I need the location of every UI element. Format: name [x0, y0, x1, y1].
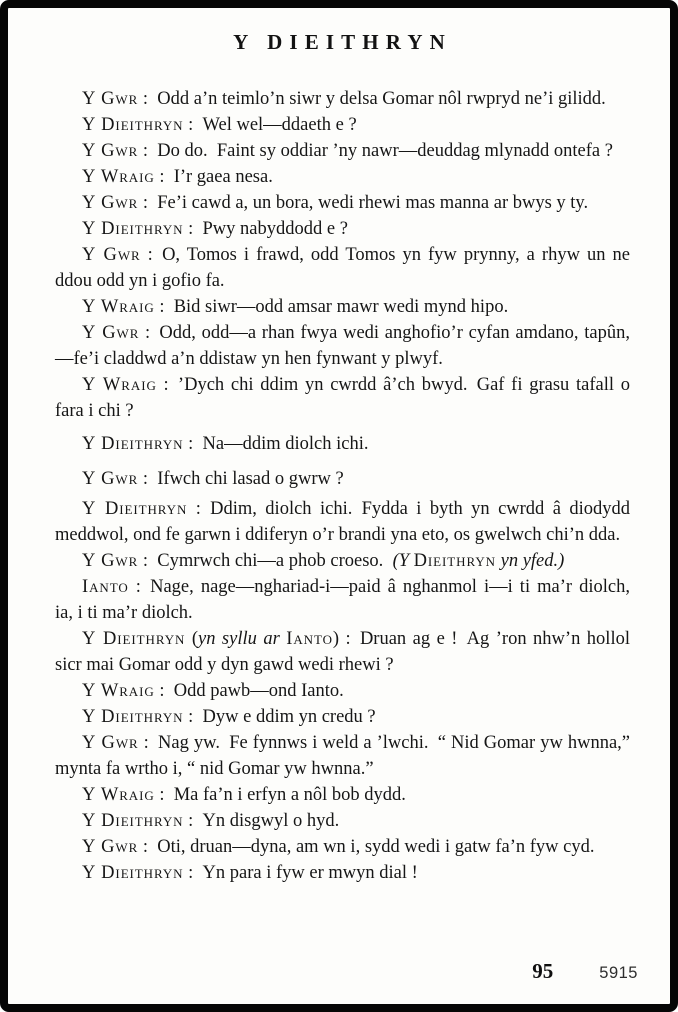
speaker-name: Y Gwr — [82, 733, 139, 753]
dialogue-text: : Dyw e ddim yn credu ? — [183, 707, 376, 727]
dialogue-paragraph — [55, 834, 630, 860]
speaker-name: Y Dieithryn — [82, 863, 184, 883]
dialogue-text: : Yn para i fyw er mwyn dial ! — [183, 863, 418, 883]
speaker-name: Y Gwr — [82, 193, 139, 213]
speaker-name: Y Gwr — [82, 89, 139, 109]
dialogue-text: : Nage, nage—nghariad-i—paid â nghanmol i—i ti ma’r diolch, ia, i ti ma’r diolch. — [55, 577, 630, 623]
dialogue-paragraph — [55, 216, 630, 242]
dialogue-text: : Na—ddim diolch ichi. — [183, 434, 369, 454]
speaker-name: Y Gwr — [82, 837, 139, 857]
dialogue-paragraph — [55, 730, 630, 782]
page-number: 95 — [532, 959, 554, 983]
speaker-name: Y Gwr — [82, 469, 139, 489]
dialogue-paragraph — [55, 320, 630, 372]
dialogue-text: (Y — [392, 551, 414, 571]
dialogue-paragraph — [55, 112, 630, 138]
dialogue-text: : Pwy nabyddodd e ? — [183, 219, 348, 239]
dialogue-text: : Bid siwr—odd amsar mawr wedi mynd hipo. — [154, 297, 509, 317]
dialogue-paragraph — [55, 704, 630, 730]
speaker-name: Y Wraig — [82, 375, 157, 395]
speaker-name: Y Gwr — [82, 245, 141, 265]
dialogue-paragraph — [55, 860, 630, 886]
dialogue-paragraph — [55, 626, 630, 678]
dialogue-text: yn yfed.) — [495, 551, 565, 571]
dialogue-text: : Odd, odd—a rhan fwya wedi anghofio’r cyfan amdano, tapûn,—fe’i claddwd a’n ddistaw yn hen fynwant y plwyf. — [55, 323, 630, 369]
dialogue-paragraph — [55, 294, 630, 320]
dialogue-text: : Wel wel—ddaeth e ? — [183, 115, 357, 135]
speaker-name: Y Dieithryn — [82, 707, 184, 727]
dialogue-text: : Ma fa’n i erfyn a nôl bob dydd. — [154, 785, 406, 805]
dialogue-text: Ianto — [286, 629, 333, 649]
speaker-name: Y Dieithryn — [82, 219, 184, 239]
dialogue-paragraph — [55, 678, 630, 704]
dialogue-paragraph — [55, 431, 630, 457]
dialogue-paragraph — [55, 496, 630, 548]
speaker-name: Y Gwr — [82, 323, 140, 343]
dialogue-paragraph — [55, 466, 630, 492]
dialogue-paragraph — [55, 574, 630, 626]
dialogue-paragraph — [55, 86, 630, 112]
page-title: Y DIEITHRYN — [233, 30, 452, 54]
dialogue-text: ) : Druan ag e ! Ag ’ron nhw’n hollol sicr mai Gomar odd y dyn gawd wedi rhewi ? — [55, 629, 630, 675]
speaker-name: Y Gwr — [82, 141, 139, 161]
speaker-name: Y Gwr — [82, 551, 139, 571]
dialogue-text: : Yn disgwyl o hyd. — [183, 811, 340, 831]
dialogue-paragraph — [55, 372, 630, 424]
dialogue-paragraph — [55, 138, 630, 164]
dialogue-text: : Cymrwch chi—a phob croeso. — [138, 551, 393, 571]
dialogue-text: : I’r gaea nesa. — [154, 167, 273, 187]
dialogue-text: : Fe’i cawd a, un bora, wedi rhewi mas manna ar bwys y ty. — [138, 193, 589, 213]
speaker-name: Y Dieithryn — [82, 434, 184, 454]
speaker-name: Y Dieithryn — [82, 811, 184, 831]
dialogue-paragraph — [55, 190, 630, 216]
dialogue-text: : Odd pawb—ond Ianto. — [154, 681, 344, 701]
print-code: 5915 — [599, 964, 638, 982]
dialogue-paragraph — [55, 548, 630, 574]
dialogue-text: : Nag yw. Fe fynnws i weld a ’lwchi. “ Nid Gomar yw hwnna,” mynta fa wrtho i, “ nid Gomar yw hwnna.” — [55, 733, 630, 779]
dialogue-paragraph — [55, 164, 630, 190]
dialogue-text: : Do do. Faint sy oddiar ’ny nawr—deuddag mlynadd ontefa ? — [138, 141, 613, 161]
page-footer — [532, 959, 638, 984]
speaker-name: Y Dieithryn — [82, 499, 188, 519]
dialogue-text: Dieithryn — [413, 551, 496, 571]
dialogue-text: ( — [185, 629, 198, 649]
dialogue-text: yn syllu ar — [197, 629, 287, 649]
speaker-name: Y Wraig — [82, 297, 155, 317]
dialogue — [8, 86, 670, 886]
dialogue-paragraph — [55, 782, 630, 808]
dialogue-text: : ’Dych chi ddim yn cwrdd â’ch bwyd. Gaf fi grasu tafall o fara i chi ? — [55, 375, 630, 421]
speaker-name: Y Dieithryn — [82, 629, 186, 649]
speaker-name: Ianto — [82, 577, 129, 597]
speaker-name: Y Wraig — [82, 167, 155, 187]
dialogue-text: : Ddim, diolch ichi. Fydda i byth yn cwrdd â diodydd meddwol, ond fe garwn i ddiferyn o’r brandi yna eto, os gwelwch chi’n dda. — [55, 499, 630, 545]
speaker-name: Y Wraig — [82, 681, 155, 701]
speaker-name: Y Wraig — [82, 785, 155, 805]
dialogue-text: : Oti, druan—dyna, am wn i, sydd wedi i gatw fa’n fyw cyd. — [138, 837, 595, 857]
dialogue-text: : Ifwch chi lasad o gwrw ? — [138, 469, 344, 489]
dialogue-text: : Odd a’n teimlo’n siwr y delsa Gomar nôl rwpryd ne’i gilidd. — [138, 89, 606, 109]
dialogue-text: : O, Tomos i frawd, odd Tomos yn fyw prynny, a rhyw un ne ddou odd yn i gofio fa. — [55, 245, 630, 291]
dialogue-paragraph — [55, 242, 630, 294]
dialogue-paragraph — [55, 808, 630, 834]
speaker-name: Y Dieithryn — [82, 115, 184, 135]
